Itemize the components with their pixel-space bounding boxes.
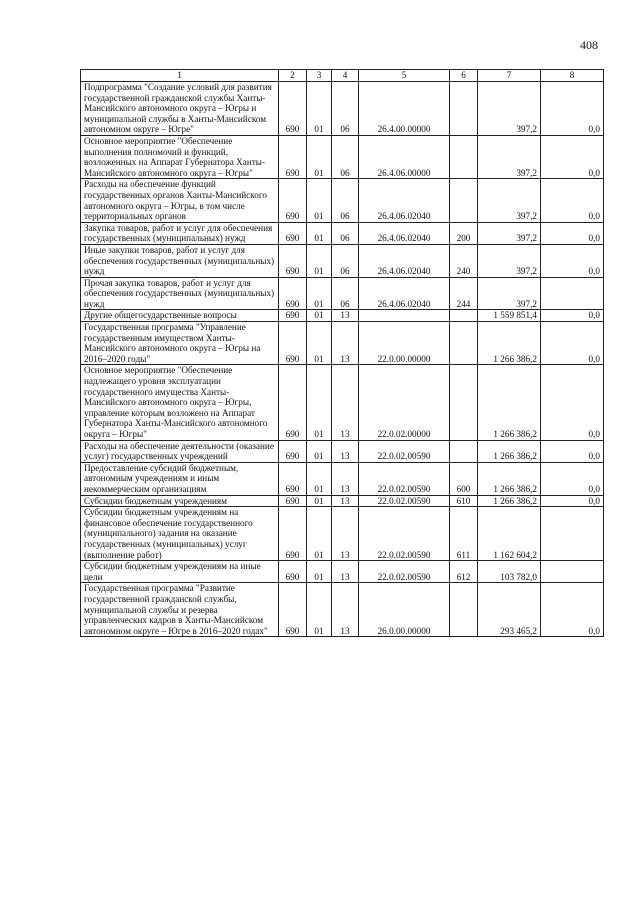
row-admin-code: 690 [279,495,307,507]
row-admin-code: 690 [279,583,307,637]
row-subsection: 06 [332,135,359,178]
row-amount-federal: 0,0 [541,583,604,637]
row-name: Подпрограмма "Создание условий для развития государственной гражданской службы Ханты-Мансийского автономного округа – Югры и муниципальной службы в Ханты-Мансийском автономном округе – Югре" [81,82,279,136]
row-name: Закупка товаров, работ и услуг для обеспечения государственных (муниципальных) нужд [81,222,279,244]
table-row [81,495,604,507]
row-name: Государственная программа "Управление государственным имуществом Ханты-Мансийского автономного округа – Югры на 2016–2020 годы" [81,322,279,365]
table-row [81,135,604,178]
row-expense-type [450,310,478,322]
row-section: 01 [307,365,332,440]
table-row [81,222,604,244]
row-target-article: 26.4.00.00000 [359,82,450,136]
row-subsection: 06 [332,82,359,136]
row-name: Государственная программа "Развитие государственной гражданской службы, муниципальной службы и резерва управленческих кадров в Ханты-Мансийском автономном округе – Югре в 2016–2020 годах" [81,583,279,637]
table-row [81,82,604,136]
row-amount-federal: 0,0 [541,135,604,178]
row-admin-code: 690 [279,365,307,440]
row-target-article: 26.0.00.00000 [359,583,450,637]
row-target-article: 22.0.02.00590 [359,561,450,583]
row-target-article [359,310,450,322]
row-target-article: 22.0.02.00000 [359,365,450,440]
row-amount: 103 782,0 [478,561,541,583]
row-target-article: 22.0.02.00590 [359,462,450,495]
row-expense-type [450,135,478,178]
row-name: Расходы на обеспечение деятельности (оказание услуг) государственных учреждений [81,440,279,462]
row-section: 01 [307,561,332,583]
row-subsection: 06 [332,179,359,222]
row-section: 01 [307,277,332,310]
row-target-article: 22.0.02.00590 [359,440,450,462]
table-header-row [81,70,604,82]
row-amount-federal: 0,0 [541,244,604,277]
row-section: 01 [307,82,332,136]
row-subsection: 13 [332,495,359,507]
row-section: 01 [307,507,332,561]
row-section: 01 [307,244,332,277]
row-amount: 1 266 386,2 [478,365,541,440]
table-row [81,310,604,322]
table-row [81,561,604,583]
row-amount: 1 266 386,2 [478,322,541,365]
row-section: 01 [307,440,332,462]
row-amount-federal: 0,0 [541,322,604,365]
row-amount: 1 266 386,2 [478,495,541,507]
header-col-7: 7 [478,70,541,82]
row-name: Прочая закупка товаров, работ и услуг для обеспечения государственных (муниципальных) нужд [81,277,279,310]
table-row [81,462,604,495]
row-section: 01 [307,222,332,244]
row-admin-code: 690 [279,561,307,583]
header-col-6: 6 [450,70,478,82]
row-target-article: 26.4.06.00000 [359,135,450,178]
row-expense-type [450,583,478,637]
row-amount-federal: 0,0 [541,365,604,440]
row-subsection: 06 [332,222,359,244]
row-section: 01 [307,462,332,495]
row-admin-code: 690 [279,462,307,495]
row-expense-type [450,179,478,222]
row-expense-type [450,365,478,440]
row-admin-code: 690 [279,277,307,310]
table-row [81,322,604,365]
row-expense-type: 244 [450,277,478,310]
row-amount-federal: 0,0 [541,440,604,462]
header-col-1: 1 [81,70,279,82]
row-expense-type [450,82,478,136]
table-row [81,507,604,561]
table-row [81,277,604,310]
row-subsection: 06 [332,244,359,277]
table-row [81,179,604,222]
row-expense-type [450,440,478,462]
budget-table [80,69,604,637]
row-amount: 397,2 [478,135,541,178]
row-target-article: 22.0.02.00590 [359,495,450,507]
row-expense-type: 612 [450,561,478,583]
row-amount-federal: 0,0 [541,222,604,244]
row-name: Иные закупки товаров, работ и услуг для обеспечения государственных (муниципальных) нужд [81,244,279,277]
row-amount-federal: 0,0 [541,310,604,322]
row-amount: 1 559 851,4 [478,310,541,322]
row-name: Расходы на обеспечение функций государственных органов Ханты-Мансийского автономного округа – Югры, в том числе территориальных органов [81,179,279,222]
row-target-article: 26.4.06.02040 [359,277,450,310]
row-admin-code: 690 [279,244,307,277]
row-subsection: 13 [332,583,359,637]
row-target-article: 26.4.06.02040 [359,244,450,277]
row-amount-federal: 0,0 [541,462,604,495]
row-amount-federal: 0,0 [541,82,604,136]
row-amount: 397,2 [478,179,541,222]
row-amount: 293 465,2 [478,583,541,637]
row-section: 01 [307,495,332,507]
row-admin-code: 690 [279,322,307,365]
row-admin-code: 690 [279,222,307,244]
row-amount: 397,2 [478,222,541,244]
row-subsection: 06 [332,277,359,310]
row-target-article: 22.0.00.00000 [359,322,450,365]
row-subsection: 13 [332,440,359,462]
row-subsection: 13 [332,322,359,365]
row-expense-type: 240 [450,244,478,277]
row-section: 01 [307,135,332,178]
row-subsection: 13 [332,365,359,440]
row-expense-type: 200 [450,222,478,244]
row-amount-federal: 0,0 [541,495,604,507]
row-target-article: 26.4.06.02040 [359,222,450,244]
row-name: Субсидии бюджетным учреждениям на иные цели [81,561,279,583]
row-amount: 397,2 [478,82,541,136]
row-subsection: 13 [332,561,359,583]
row-amount: 1 266 386,2 [478,462,541,495]
row-amount-federal [541,561,604,583]
row-name: Субсидии бюджетным учреждениям [81,495,279,507]
row-name: Другие общегосударственные вопросы [81,310,279,322]
row-name: Основное мероприятие "Обеспечение выполнения полномочий и функций, возложенных на Аппарат Губернатора Ханты-Мансийского автономного округа – Югры" [81,135,279,178]
row-expense-type: 600 [450,462,478,495]
row-amount: 1 266 386,2 [478,440,541,462]
row-expense-type [450,322,478,365]
row-subsection: 13 [332,310,359,322]
row-amount-federal [541,507,604,561]
header-col-4: 4 [332,70,359,82]
header-col-5: 5 [359,70,450,82]
table-body [81,82,604,637]
row-amount: 397,2 [478,277,541,310]
table-row [81,440,604,462]
row-section: 01 [307,322,332,365]
row-target-article: 26.4.06.02040 [359,179,450,222]
header-col-3: 3 [307,70,332,82]
header-col-2: 2 [279,70,307,82]
row-subsection: 13 [332,507,359,561]
page-number: 408 [580,38,598,52]
row-expense-type: 610 [450,495,478,507]
row-amount: 1 162 604,2 [478,507,541,561]
row-amount: 397,2 [478,244,541,277]
row-admin-code: 690 [279,507,307,561]
row-amount-federal [541,277,604,310]
row-name: Субсидии бюджетным учреждениям на финансовое обеспечение государственного (муниципального) задания на оказание государственных (муниципальных) услуг (выполнение работ) [81,507,279,561]
row-admin-code: 690 [279,310,307,322]
row-name: Основное мероприятие "Обеспечение надлежащего уровня эксплуатации государственного имущества Ханты-Мансийского автономного округа – Югры, управление которым возложено на Аппарат Губернатора Ханты-Мансийского автономного округа – Югры" [81,365,279,440]
row-admin-code: 690 [279,179,307,222]
header-col-8: 8 [541,70,604,82]
row-name: Предоставление субсидий бюджетным, автономным учреждениям и иным некоммерческим организациям [81,462,279,495]
row-section: 01 [307,310,332,322]
table-row [81,365,604,440]
table-row [81,244,604,277]
row-section: 01 [307,583,332,637]
table-row [81,583,604,637]
row-admin-code: 690 [279,440,307,462]
row-target-article: 22.0.02.00590 [359,507,450,561]
row-admin-code: 690 [279,135,307,178]
row-section: 01 [307,179,332,222]
row-expense-type: 611 [450,507,478,561]
row-subsection: 13 [332,462,359,495]
row-admin-code: 690 [279,82,307,136]
row-amount-federal: 0,0 [541,179,604,222]
